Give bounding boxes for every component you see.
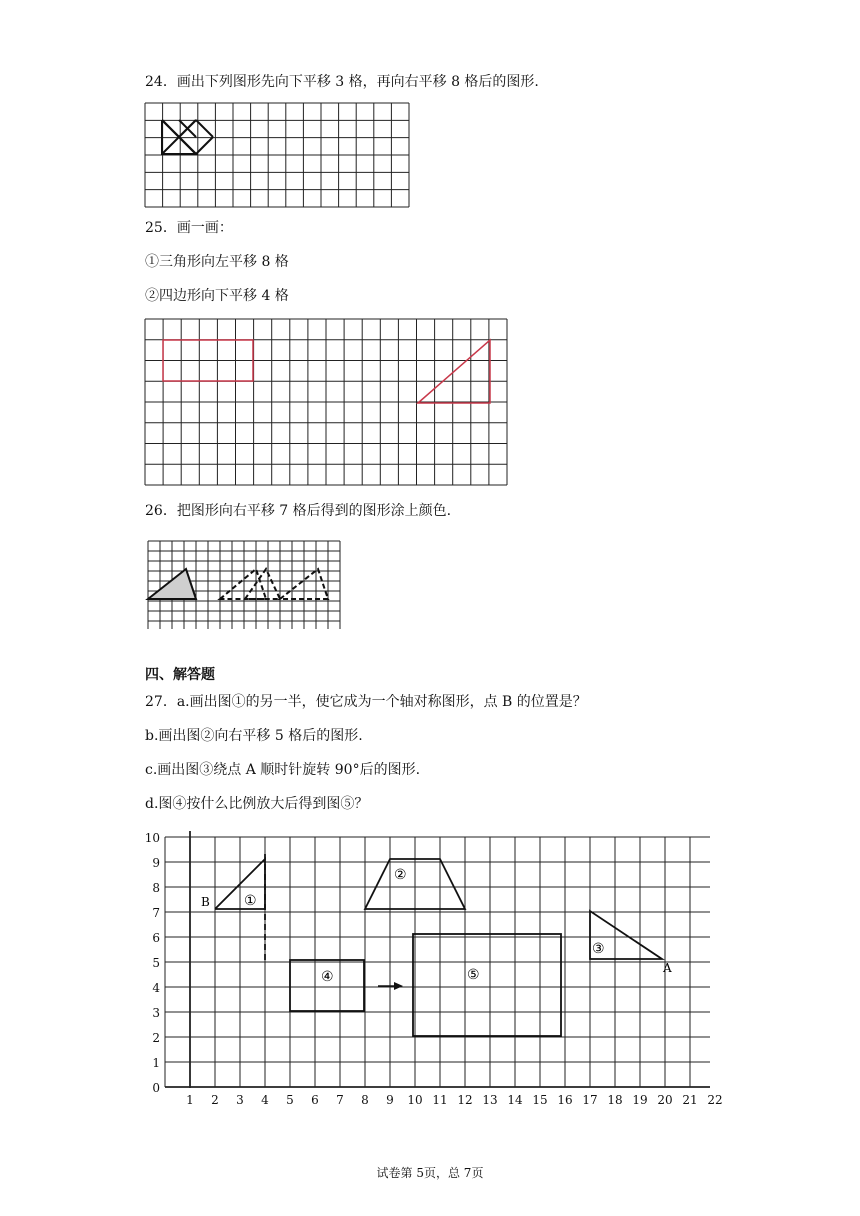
y-tick-label: 10 xyxy=(144,831,160,845)
shape5-label: ⑤ xyxy=(467,967,480,983)
y-tick-label: 7 xyxy=(152,906,160,920)
y-tick-label: 0 xyxy=(152,1081,160,1095)
shape4-label: ④ xyxy=(321,969,334,985)
shape4-rectangle xyxy=(290,960,364,1011)
x-tick-label: 19 xyxy=(632,1093,648,1107)
q25-triangle xyxy=(418,340,490,403)
x-tick-label: 1 xyxy=(186,1093,194,1107)
y-tick-label: 6 xyxy=(152,931,160,945)
x-tick-label: 12 xyxy=(457,1093,473,1107)
x-tick-label: 8 xyxy=(361,1093,369,1107)
q24-text: 24．画出下列图形先向下平移 3 格，再向右平移 8 格后的图形. xyxy=(145,74,539,90)
q26-text: 26．把图形向右平移 7 格后得到的图形涂上颜色. xyxy=(145,503,452,519)
y-tick-label: 5 xyxy=(152,956,160,970)
y-tick-label: 3 xyxy=(152,1006,160,1020)
q27-coordinate-grid[interactable] xyxy=(140,826,723,1108)
q25-title: 25．画一画： xyxy=(145,220,233,236)
point-b-label: B xyxy=(201,895,210,909)
section-heading: 四、解答题 xyxy=(145,667,215,683)
q27-part-b: b.画出图②向右平移 5 格后的图形. xyxy=(145,728,363,744)
x-tick-label: 11 xyxy=(432,1093,448,1107)
x-tick-label: 7 xyxy=(336,1093,344,1107)
shape2-label: ② xyxy=(394,867,407,883)
x-tick-label: 17 xyxy=(582,1093,598,1107)
x-tick-label: 9 xyxy=(386,1093,394,1107)
y-tick-label: 4 xyxy=(152,981,160,995)
q25-item1: ①三角形向左平移 8 格 xyxy=(145,254,289,270)
x-tick-label: 22 xyxy=(707,1093,723,1107)
y-tick-label: 1 xyxy=(152,1056,160,1070)
q26-grid-figure[interactable] xyxy=(146,539,342,631)
x-tick-label: 10 xyxy=(407,1093,423,1107)
q25-item2: ②四边形向下平移 4 格 xyxy=(145,288,289,304)
x-tick-label: 3 xyxy=(236,1093,244,1107)
y-tick-label: 9 xyxy=(152,856,160,870)
x-tick-label: 4 xyxy=(261,1093,269,1107)
q25-grid-figure[interactable] xyxy=(145,319,509,487)
x-tick-label: 6 xyxy=(311,1093,319,1107)
y-tick-label: 8 xyxy=(152,881,160,895)
x-tick-label: 14 xyxy=(507,1093,523,1107)
q27-part-c: c.画出图③绕点 A 顺时针旋转 90°后的图形. xyxy=(145,762,421,778)
q27-part-d: d.图④按什么比例放大后得到图⑤？ xyxy=(145,796,369,812)
x-tick-label: 2 xyxy=(211,1093,219,1107)
x-tick-label: 18 xyxy=(607,1093,623,1107)
page-footer: 试卷第 5页，总 7页 xyxy=(376,1166,484,1180)
shape5-rectangle xyxy=(413,934,561,1036)
q27-part-a: 27．a.画出图①的另一半，使它成为一个轴对称图形，点 B 的位置是？ xyxy=(145,694,587,710)
shape3-label: ③ xyxy=(592,941,605,957)
x-tick-label: 21 xyxy=(682,1093,698,1107)
x-tick-label: 20 xyxy=(657,1093,673,1107)
x-tick-label: 16 xyxy=(557,1093,573,1107)
y-tick-label: 2 xyxy=(152,1031,160,1045)
point-a-label: A xyxy=(663,961,672,975)
q24-shape xyxy=(162,120,213,154)
q26-dashed-triangle-2 xyxy=(245,569,280,599)
q26-dashed-triangle-1 xyxy=(220,569,266,599)
x-tick-label: 13 xyxy=(482,1093,498,1107)
q24-grid-figure[interactable] xyxy=(144,102,412,210)
x-tick-label: 5 xyxy=(286,1093,294,1107)
x-tick-label: 15 xyxy=(532,1093,548,1107)
shape1-label: ① xyxy=(244,893,257,909)
